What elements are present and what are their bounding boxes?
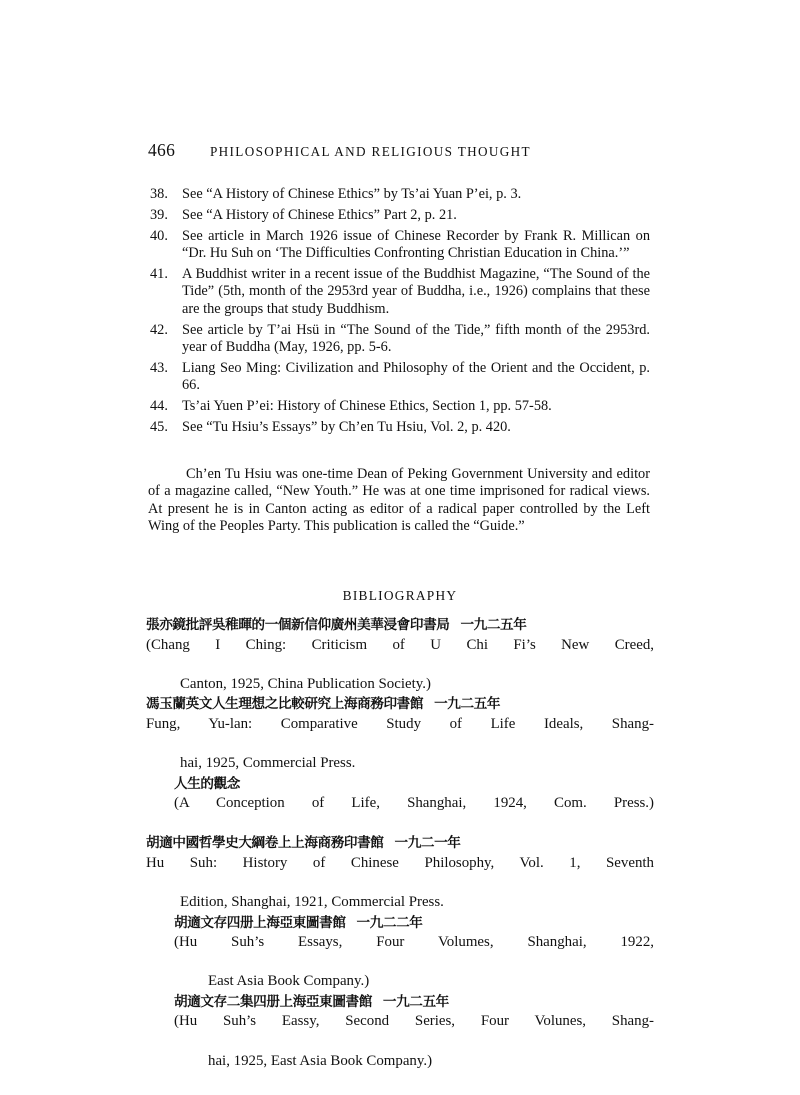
endnote-text: See “Tu Hsiu’s Essays” by Ch’en Tu Hsiu, Vol. 2, p. 420. [182,419,511,436]
endnote-number: 41. [150,266,168,283]
bibliography-entry [174,914,654,992]
endnotes-list [148,186,650,440]
endnote-text: See “A History of Chinese Ethics” Part 2, p. 21. [182,207,457,224]
bibliography-list [146,616,654,1072]
endnote-item [148,228,650,262]
endnote-number: 43. [150,359,168,376]
bibliography-entry [174,775,654,834]
bibliography-entry-roman [146,636,654,695]
bibliography-entry-cjk [174,914,654,934]
cjk-year: 一九二一年 [394,835,461,852]
cjk-year: 一九二二年 [356,914,423,931]
cjk-title: 胡適文存四册上海亞東圖書館 [174,914,346,931]
endnote-text: See “A History of Chinese Ethics” by Ts’ai Yuan P’ei, p. 3. [182,186,522,202]
endnote-item [148,398,650,415]
roman-line-rest: hai, 1925, East Asia Book Company.) [208,1052,433,1069]
endnote-text: A Buddhist writer in a recent issue of the Buddhist Magazine, “The Sound of the Tide” (5th, month of the 2953rd year of Buddha, i.e., 1926) complains that these are the groups that study Buddhism. [182,266,650,317]
roman-line-first: (A Conception of Life, Shanghai, 1924, Com. Press.) [174,795,654,812]
bibliography-entry [146,834,654,912]
cjk-title: 胡適文存二集四册上海亞東圖書館 [174,993,372,1010]
endnote-text: See article in March 1926 issue of Chinese Recorder by Frank R. Millican on “Dr. Hu Suh on ‘The Difficulties Confronting Christian Education in China.’” [182,228,650,262]
bibliography-entry-cjk [174,775,654,795]
cjk-year: 一九二五年 [434,696,501,713]
bibliography-entry [174,993,654,1071]
endnote-number: 44. [150,398,168,415]
bibliography-entry-roman [146,715,654,774]
endnote-number: 42. [150,321,168,338]
cjk-title: 胡適中國哲學史大綱卷上上海商務印書館 [146,835,384,852]
bibliography-entry [146,616,654,694]
roman-line-rest: East Asia Book Company.) [208,973,370,990]
endnote-number: 40. [150,228,168,245]
roman-line-rest: Edition, Shanghai, 1921, Commercial Press. [180,893,444,910]
bibliography-entry-cjk [146,616,654,636]
cjk-title: 馮玉蘭英文人生理想之比較研究上海商務印書館 [146,696,424,713]
endnote-number: 38. [150,186,168,202]
bibliography-entry-roman [146,854,654,913]
running-title: PHILOSOPHICAL AND RELIGIOUS THOUGHT [210,144,531,159]
endnote-item [148,207,650,224]
endnote-text: Ts’ai Yuen P’ei: History of Chinese Ethics, Section 1, pp. 57-58. [182,398,552,415]
bibliography-entry-cjk [146,695,654,715]
running-head [148,140,650,162]
roman-line-rest: Canton, 1925, China Publication Society.) [180,675,431,692]
bibliography-entry-cjk [146,834,654,854]
bibliography-entry [146,695,654,773]
bibliography-entry-roman [174,794,654,833]
endnote-number: 39. [150,207,168,224]
roman-line-first: (Hu Suh’s Eassy, Second Series, Four Volunes, Shang- [174,1013,654,1030]
bibliography-heading: BIBLIOGRAPHY [342,588,458,603]
roman-line-first: (Hu Suh’s Essays, Four Volumes, Shanghai, 1922, [174,934,654,951]
bibliography-entry-cjk [174,993,654,1013]
roman-line-first: Fung, Yu-lan: Comparative Study of Life Ideals, Shang- [146,715,654,732]
endnote-text: Liang Seo Ming: Civilization and Philosophy of the Orient and the Occident, p. 66. [182,359,650,393]
roman-line-rest: hai, 1925, Commercial Press. [180,754,356,771]
cjk-year: 一九二五年 [382,993,449,1010]
bibliography-entry-roman [174,1012,654,1071]
cjk-year: 一九二五年 [460,617,527,633]
endnote-item [148,186,650,203]
bibliography-entry-roman [174,933,654,992]
page-number: 466 [148,140,176,160]
roman-line-first: (Chang I Ching: Criticism of U Chi Fi’s New Creed, [146,636,654,653]
endnote-number: 45. [150,419,168,436]
endnote-text: See article by T’ai Hsü in “The Sound of the Tide,” fifth month of the 2953rd. year of Buddha (May, 1926, pp. 5-6. [182,321,650,355]
endnote-item [148,322,650,356]
endnote-paragraph: Ch’en Tu Hsiu was one-time Dean of Peking Government University and editor of a magazine called, “New Youth.” He was at one time imprisoned for radical views. At present he is in Canton acting as editor of a radical paper controlled by the Left Wing of the Peoples Party. This publication is called the “Guide.” [148,466,650,534]
endnote-item [148,419,650,436]
roman-line-first: Hu Suh: History of Chinese Philosophy, Vol. 1, Seventh [146,854,654,871]
endnote-item [148,360,650,394]
cjk-title: 張亦鏡批評吳稚暉的一個新信仰廣州美華浸會印書局 [146,617,450,633]
cjk-title: 人生的觀念 [174,775,240,792]
endnote-item [148,266,650,317]
